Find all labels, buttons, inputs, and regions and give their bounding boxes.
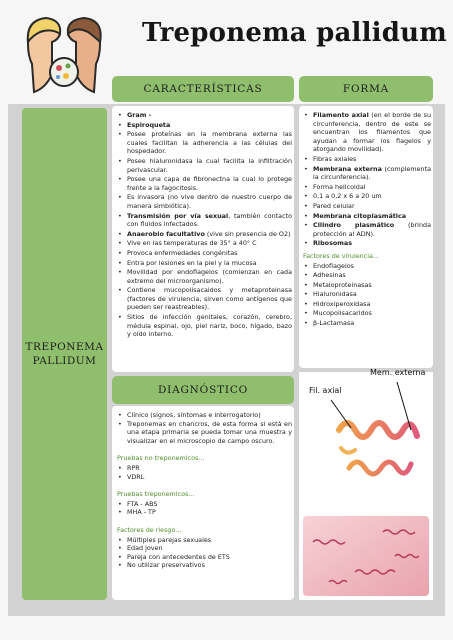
virulencia-item: • Adhesinas <box>303 271 431 280</box>
caracteristica-item: • Es invasora (no vive dentro de nuestro cuerpo de manera simbiótica). <box>117 193 292 210</box>
no-treponemicos-title: Pruebas no treponemicos... <box>117 454 205 463</box>
caracteristica-item: • Vive en las temperaturas de 35° a 40° C <box>117 239 292 248</box>
caracteristica-item: • Movilidad por endoflagelos (comienzan en cada extremo del microorganismo). <box>117 268 292 285</box>
forma-item: • Fibras axiales <box>303 155 431 164</box>
forma-list <box>303 111 431 248</box>
forma-item: • Pared celular <box>303 202 431 211</box>
caracteristica-item: • Gram - <box>117 111 292 120</box>
diagnostico-text <box>117 411 292 570</box>
forma-item: • Membrana externa (complementa la circunferencia). <box>303 165 431 182</box>
header-caracteristicas: CARACTERÍSTICAS <box>112 76 294 102</box>
side-topic-column <box>22 108 107 600</box>
treponemicos-title: Pruebas treponemicos... <box>117 490 195 499</box>
virulencia-item: • β-Lactamasa <box>303 319 431 328</box>
header-diagnostico: DIAGNÓSTICO <box>112 376 294 404</box>
bacteria-illustration <box>299 372 433 600</box>
virulencia-item: • Mucopolisacaridos <box>303 309 431 318</box>
forma-item: • Cilindro plasmático (brinda protección al ADN). <box>303 221 431 238</box>
riesgo-item: • Pareja con antecedentes de ETS <box>117 553 292 562</box>
caracteristica-item: • Posee una capa de fibronectna la cual lo protege frente a la fagocitosis. <box>117 175 292 192</box>
virulencia-item: • Hidroxiperoxidasa <box>303 300 431 309</box>
forma-text <box>303 111 431 329</box>
caracteristica-item: • Anaerobio facultativo (vive sin presencia de O2) <box>117 230 292 239</box>
caracteristica-item: • Posee hialuronidasa la cual facilita la infiltración perivascular. <box>117 157 292 174</box>
logo <box>22 14 106 100</box>
diagnostico-list <box>117 411 292 445</box>
caracteristica-item: • Posee proteínas en la membrana externa las cuales facilitan la adherencia a las células del hospedador. <box>117 130 292 156</box>
caracteristica-item: • Provoca enfermedades congénitas <box>117 249 292 258</box>
riesgo-item: • No utilizar preservativos <box>117 561 292 570</box>
forma-item: • Filamento axial (en el borde de su circunferencia, dentro de este se encuentran los filamentos que ayudan a formar los flagelos y atorgando movilidad). <box>303 111 431 154</box>
caracteristicas-list <box>117 111 292 339</box>
forma-item: • Membrana citoplasmática <box>303 212 431 221</box>
treponemico-item: • FTA - ABS <box>117 500 292 509</box>
header-forma: FORMA <box>299 76 433 102</box>
caracteristica-item: • Espiroqueta <box>117 121 292 130</box>
forma-item: • 0,1 a 0,2 x 6 a 20 um <box>303 192 431 201</box>
no-treponemicos-list <box>117 464 292 481</box>
no-treponemico-item: • VDRL <box>117 473 292 482</box>
virulencia-title: Factores de virulencia... <box>303 251 380 260</box>
no-treponemico-item: • RPR <box>117 464 292 473</box>
riesgo-title: Factores de riesgo... <box>117 525 182 534</box>
riesgo-item: • Edad joven <box>117 544 292 553</box>
virulencia-item: • Endoflagelos <box>303 262 431 271</box>
caracteristica-item: • Sitios de infección genitales, corazón, cerebro, médula espinal, ojo, piel nariz, boco, hígado, bazo y oído interno. <box>117 313 292 339</box>
virulencia-item: • Hialuronidasa <box>303 290 431 299</box>
riesgo-list <box>117 536 292 570</box>
diagnostico-item: • Treponemas en chancros, de esta forma si está en una etapa primaria se pueda tomar una muestra y visualizar en el microscopio de campo oscuro. <box>117 420 292 446</box>
label-filamento-axial: Fil. axial <box>309 386 342 395</box>
treponemicos-list <box>117 500 292 517</box>
caracteristica-item: • Transmisión por vía sexual, también contacto con fluidos infectados. <box>117 212 292 229</box>
label-membrana-externa: Mem. externa <box>370 368 426 377</box>
forma-item: • Forma helicoidal <box>303 183 431 192</box>
virulencia-list <box>303 262 431 328</box>
caracteristica-item: • Contiene mucopolisacaidos y metaproteinasa (factores de virulencia, sirven como antígenos que pueden ser reastreables). <box>117 286 292 312</box>
page-title: Treponema pallidum <box>142 18 447 48</box>
side-topic-label: TREPONEMA PALLIDUM <box>25 340 104 367</box>
virulencia-item: • Metaloproteinasas <box>303 281 431 290</box>
caracteristica-item: • Entra por lesiones en la piel y la mucosa <box>117 259 292 268</box>
diagnostico-item: • Clínico (signos, síntomas e interrogatorio) <box>117 411 292 420</box>
treponemico-item: • MHA - TP <box>117 508 292 517</box>
riesgo-item: • Múltiples parejas sexuales <box>117 536 292 545</box>
forma-item: • Ribosomas <box>303 239 431 248</box>
caracteristicas-text <box>117 111 292 340</box>
